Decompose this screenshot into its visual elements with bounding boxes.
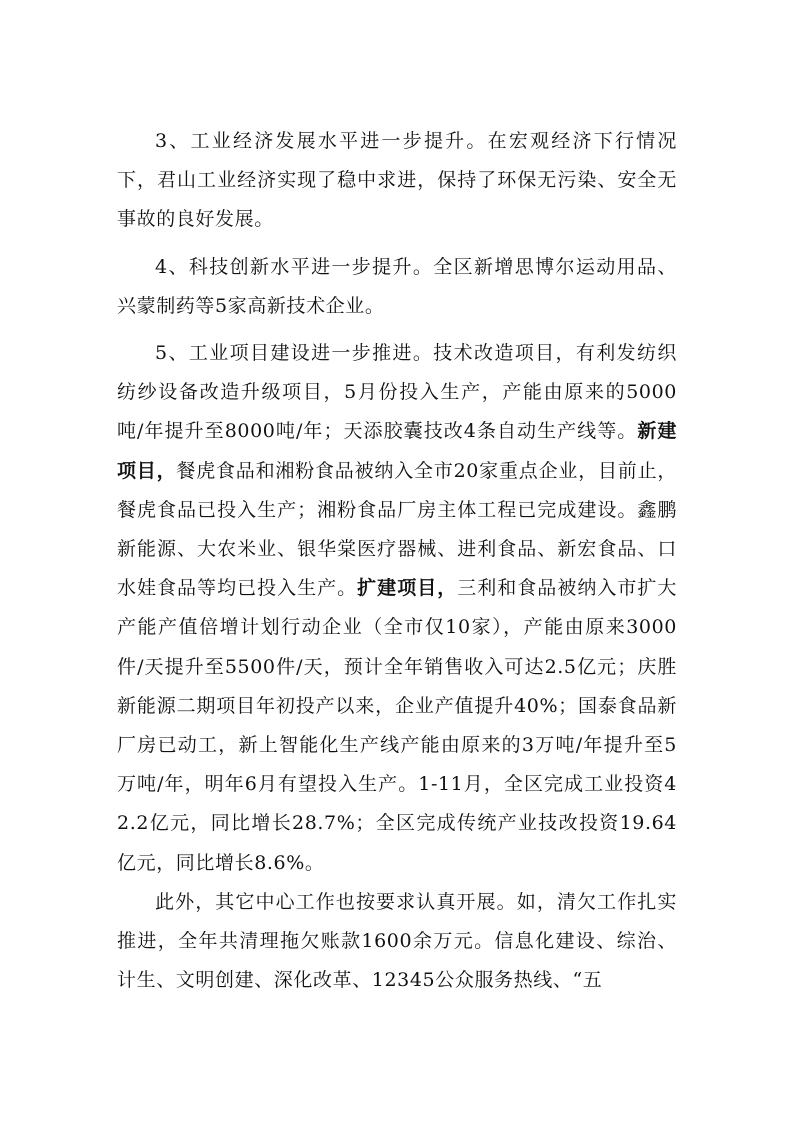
paragraph-heading: 4、科技创新水平进一步提升。 (155, 255, 434, 278)
paragraph-industrial-projects (117, 334, 677, 883)
paragraph-text: 技术改造项目，有利发纺织纺纱设备改造升级项目，5月份投入生产，产能由原来的5000吨/年提升至8000吨/年；天添胶囊技改4条自动生产线等。 (117, 342, 677, 443)
expansion-projects-label: 扩建项目， (357, 577, 458, 600)
paragraph-industrial-economy (117, 122, 677, 240)
paragraph-text: 全区新增思博尔运动用品、兴蒙制药等5家高新技术企业。 (117, 255, 677, 317)
paragraph-heading: 5、工业项目建设进一步推进。 (155, 342, 434, 365)
paragraph-tech-innovation (117, 248, 677, 326)
paragraph-text: 餐虎食品和湘粉食品被纳入全市20家重点企业，目前止，餐虎食品已投入生产；湘粉食品厂房主体工程已完成建设。鑫鹏新能源、大农米业、银华棠医疗器械、进利食品、新宏食品、口水娃食品等均已投入生产。 (117, 459, 677, 600)
paragraph-text: 此外，其它中心工作也按要求认真开展。如，清欠工作扎实推进，全年共清理拖欠账款1600余万元。信息化建设、综治、计生、文明创建、深化改革、12345公众服务热线、“五 (117, 890, 677, 992)
paragraph-heading: 3、工业经济发展水平进一步提升。 (155, 130, 488, 152)
paragraph-text: 三利和食品被纳入市扩大产能产值倍增计划行动企业（全市仅10家），产能由原来3000件/天提升至5500件/天，预计全年销售收入可达2.5亿元；庆胜新能源二期项目年初投产以来，企业产值提升40%；国泰食品新厂房已动工，新上智能化生产线产能由原来的3万吨/年提升至5万吨/年，明年6月有望投入生产。1-11月，全区完成工业投资42.2亿元，同比增长28.7%；全区完成传统产业技改投资19.64亿元，同比增长8.6%。 (117, 577, 677, 874)
document-page (117, 122, 677, 1000)
paragraph-text: 在宏观经济下行情况下，君山工业经济实现了稳中求进，保持了环保无污染、安全无事故的良好发展。 (117, 130, 677, 231)
paragraph-other-work (117, 883, 677, 1001)
new-projects-label: 新建项目， (117, 420, 677, 482)
